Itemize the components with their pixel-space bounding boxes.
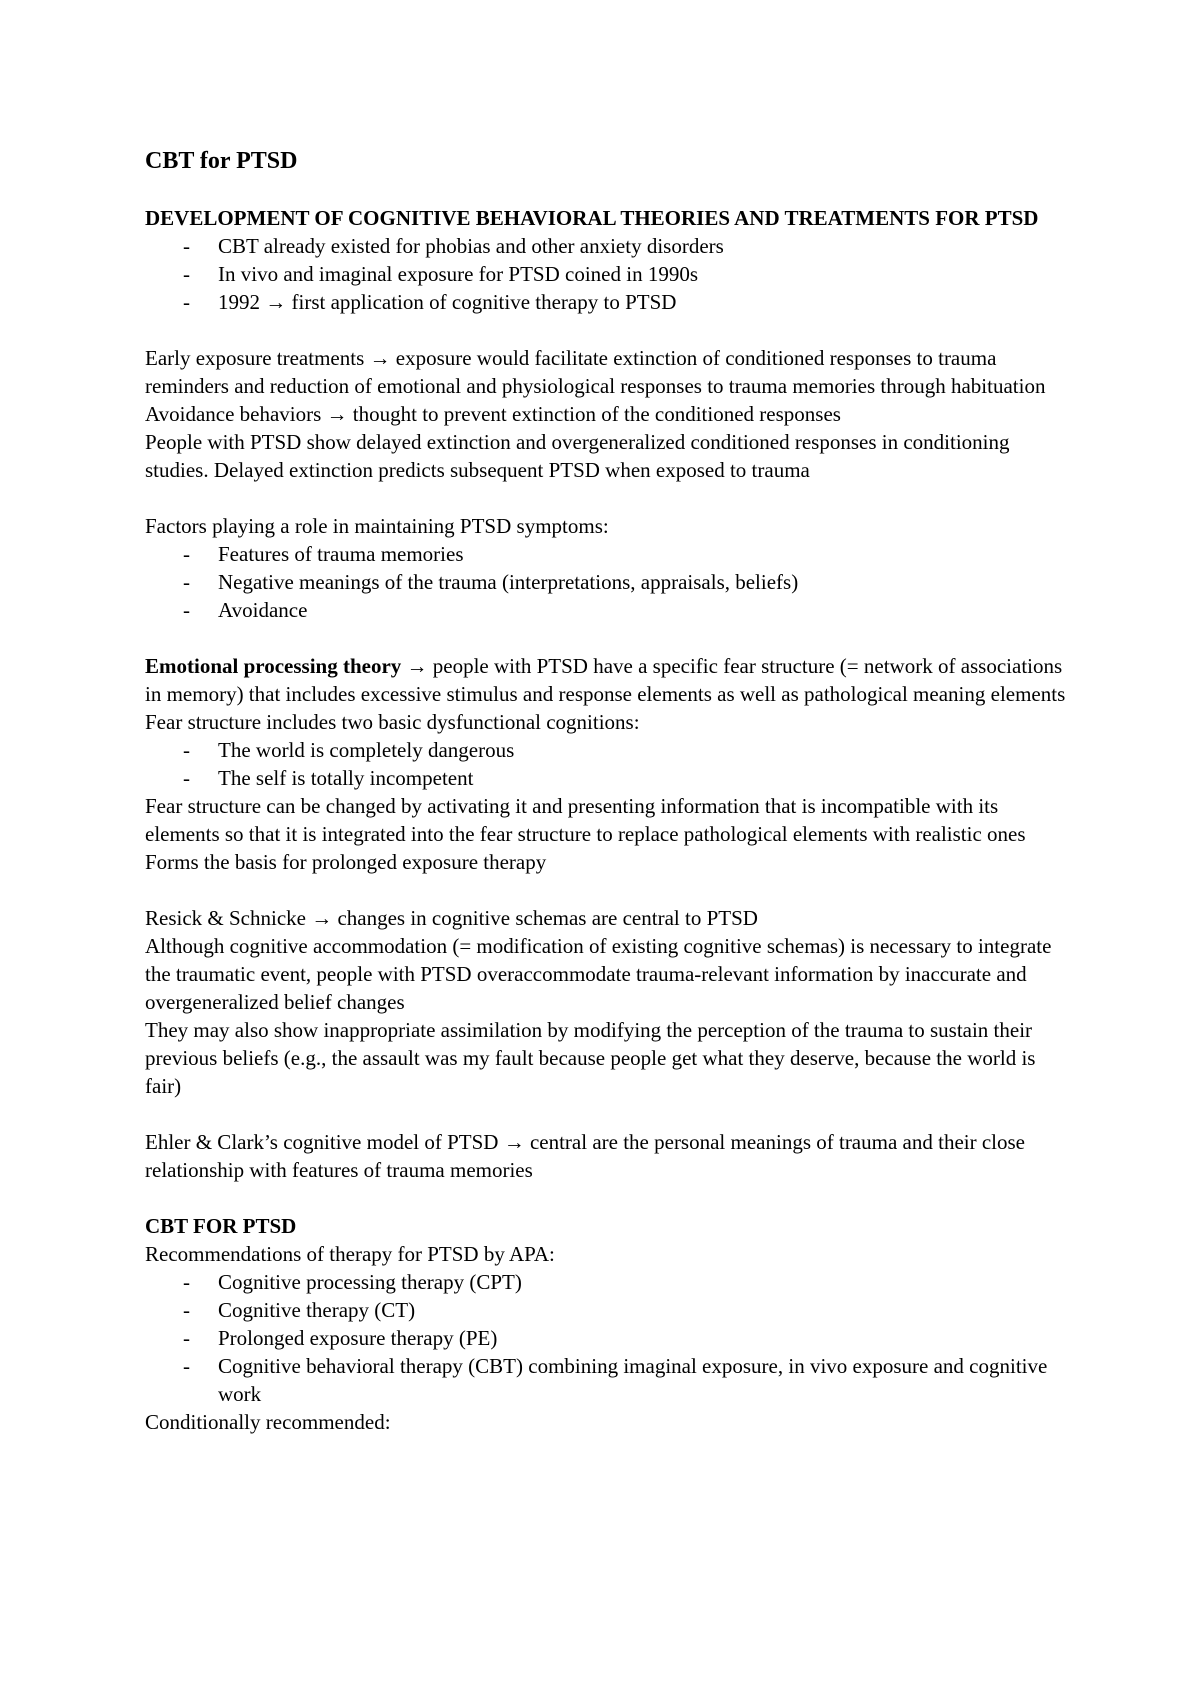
paragraph-ehler-clark: Ehler & Clark’s cognitive model of PTSD → central are the personal meanings of trauma and their close relationship with features of trauma memories xyxy=(145,1130,1025,1182)
paragraph-factors-intro: Factors playing a role in maintaining PTSD symptoms: xyxy=(145,514,609,538)
spacer xyxy=(145,624,1075,652)
list-item: - Cognitive therapy (CT) xyxy=(145,1296,1075,1324)
document-title: CBT for PTSD xyxy=(145,148,298,174)
paragraph-fear-structure-change: Fear structure can be changed by activating it and presenting information that is incompatible with its elements so that it is integrated into the fear structure to replace pathological elements with realistic ones xyxy=(145,794,1026,846)
list-item: - CBT already existed for phobias and other anxiety disorders xyxy=(145,232,1075,260)
paragraph-fear-structure-intro: Fear structure includes two basic dysfunctional cognitions: xyxy=(145,710,640,734)
development-list xyxy=(145,232,1075,316)
section-heading-cbt: CBT FOR PTSD xyxy=(145,1214,297,1238)
list-item: - Cognitive behavioral therapy (CBT) combining imaginal exposure, in vivo exposure and cognitive work xyxy=(145,1352,1075,1408)
paragraph-delayed-extinction: People with PTSD show delayed extinction and overgeneralized conditioned responses in conditioning studies. Delayed extinction predicts subsequent PTSD when exposed to trauma xyxy=(145,430,1010,482)
list-item: - In vivo and imaginal exposure for PTSD coined in 1990s xyxy=(145,260,1075,288)
list-item: - Features of trauma memories xyxy=(145,540,1075,568)
paragraph-apa-recommendations: Recommendations of therapy for PTSD by APA: xyxy=(145,1242,555,1266)
paragraph-accommodation: Although cognitive accommodation (= modification of existing cognitive schemas) is necessary to integrate the traumatic event, people with PTSD overaccommodate trauma-relevant information by inaccurate and overgeneralized belief changes xyxy=(145,934,1052,1014)
spacer xyxy=(145,1184,1075,1212)
paragraph-avoidance: Avoidance behaviors → thought to prevent extinction of the conditioned responses xyxy=(145,402,841,426)
list-item: - 1992 → first application of cognitive therapy to PTSD xyxy=(145,288,1075,316)
spacer xyxy=(145,876,1075,904)
factors-list xyxy=(145,540,1075,624)
list-item: - Avoidance xyxy=(145,596,1075,624)
cognitions-list xyxy=(145,736,1075,792)
list-item: - Negative meanings of the trauma (interpretations, appraisals, beliefs) xyxy=(145,568,1075,596)
paragraph-assimilation: They may also show inappropriate assimilation by modifying the perception of the trauma to sustain their previous beliefs (e.g., the assault was my fault because people get what they deserve, because the world is fair) xyxy=(145,1018,1036,1098)
emotional-processing-text: → people with PTSD have a specific fear structure (= network of associations in memory) that includes excessive stimulus and response elements as well as pathological meaning elements xyxy=(145,654,1066,706)
spacer xyxy=(145,484,1075,512)
term-emotional-processing-theory: Emotional processing theory xyxy=(145,654,402,678)
paragraph-emotional-processing xyxy=(145,652,1075,708)
list-item: - The world is completely dangerous xyxy=(145,736,1075,764)
paragraph-conditionally-recommended: Conditionally recommended: xyxy=(145,1410,391,1434)
list-item: - The self is totally incompetent xyxy=(145,764,1075,792)
paragraph-prolonged-exposure-basis: Forms the basis for prolonged exposure therapy xyxy=(145,850,547,874)
therapies-list xyxy=(145,1268,1075,1408)
paragraph-early-exposure: Early exposure treatments → exposure would facilitate extinction of conditioned responses to trauma reminders and reduction of emotional and physiological responses to trauma memories through habituation xyxy=(145,346,1046,398)
list-item: - Cognitive processing therapy (CPT) xyxy=(145,1268,1075,1296)
paragraph-resick-schnicke: Resick & Schnicke → changes in cognitive schemas are central to PTSD xyxy=(145,906,758,930)
list-item: - Prolonged exposure therapy (PE) xyxy=(145,1324,1075,1352)
section-heading-development: DEVELOPMENT OF COGNITIVE BEHAVIORAL THEORIES AND TREATMENTS FOR PTSD xyxy=(145,206,1039,230)
document-page xyxy=(145,146,1075,1436)
spacer xyxy=(145,316,1075,344)
spacer xyxy=(145,1100,1075,1128)
